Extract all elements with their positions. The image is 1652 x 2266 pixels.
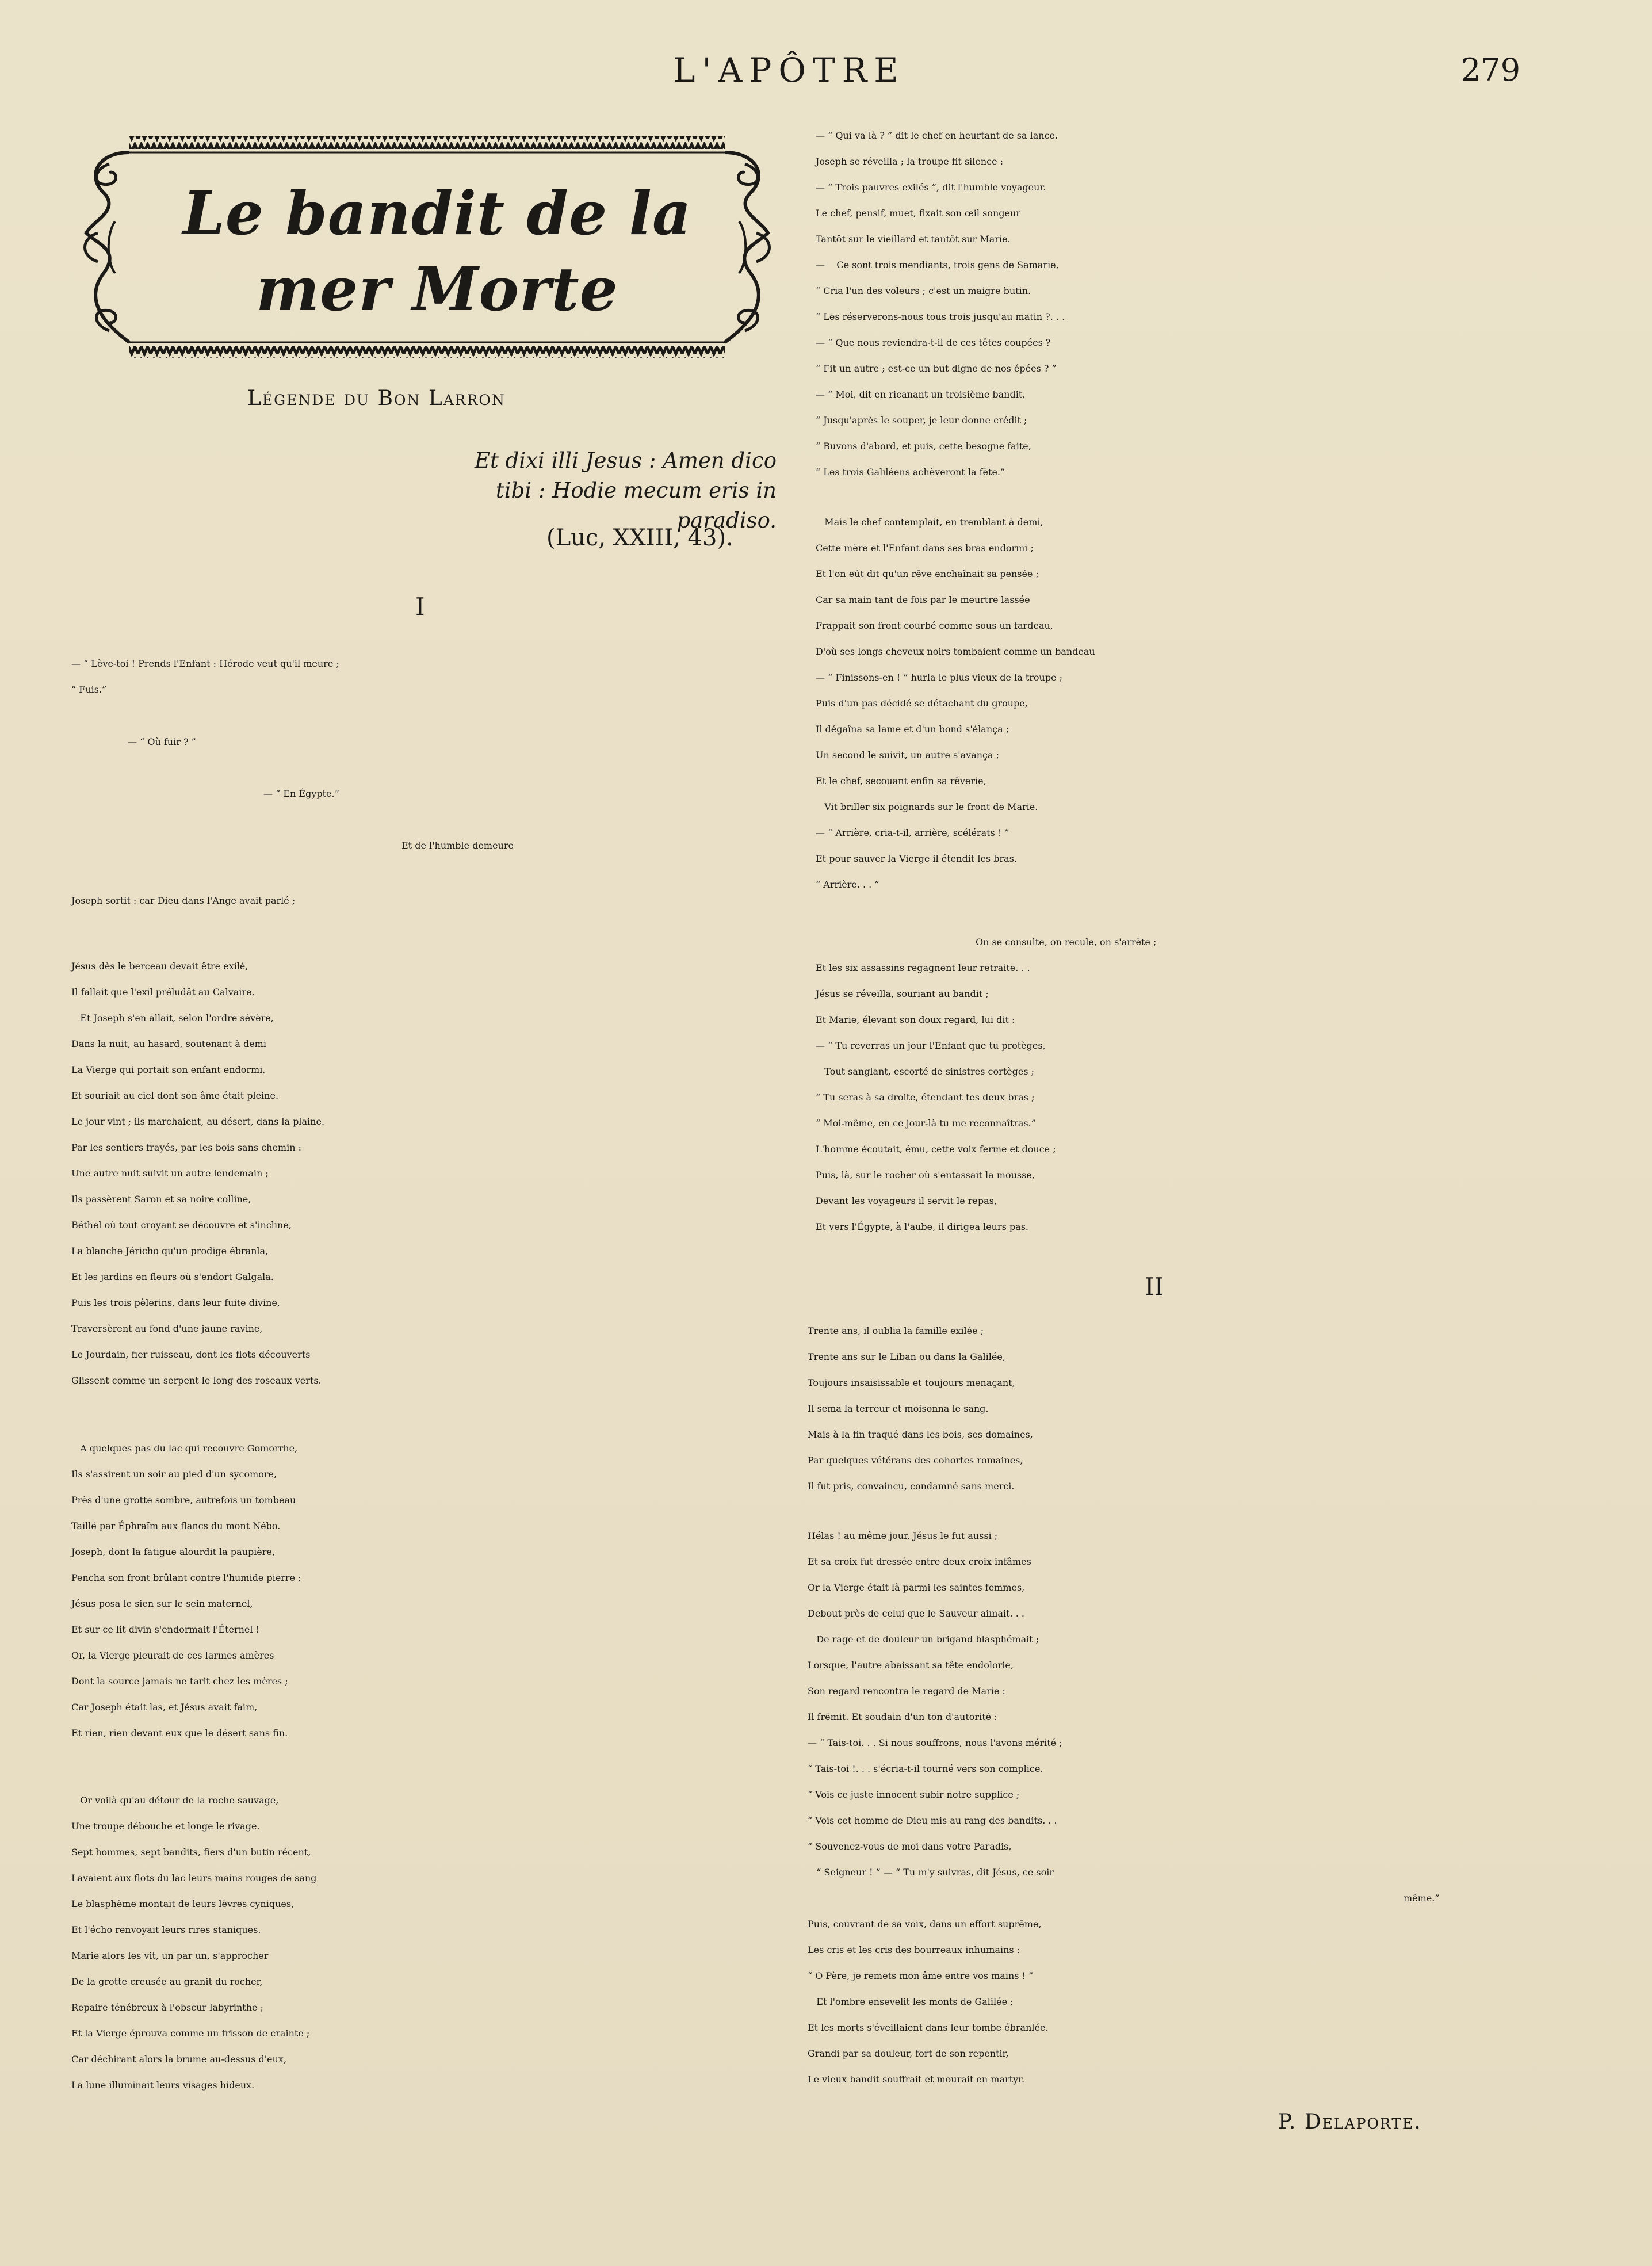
retreat-first-line	[976, 937, 1156, 962]
dialogue-joseph	[71, 895, 295, 921]
verse-line: Repaire ténébreux à l'obscur labyrinthe ;	[71, 2002, 263, 2013]
verse-line: Un second le suivit, un autre s'avança ;	[816, 750, 1000, 761]
verse-line: A quelques pas du lac qui recouvre Gomorrhe,	[71, 1443, 298, 1454]
verse-line: Et les jardins en fleurs où s'endort Galgala.	[71, 1271, 274, 1282]
verse-line: Mais à la fin traqué dans les bois, ses domaines,	[808, 1429, 1033, 1440]
stanza-cross	[808, 1530, 1062, 1893]
verse-line: — “ En Égypte.”	[263, 788, 339, 799]
author-signature: P. Delaporte.	[1278, 2110, 1422, 2134]
stanza-flight	[71, 961, 324, 1401]
verse-line: On se consulte, on recule, on s'arrête ;	[976, 937, 1157, 947]
epigraph-line-2: tibi : Hodie mecum eris in paradiso.	[495, 478, 777, 533]
verse-line: Joseph, dont la fatigue alourdit la paupière,	[71, 1546, 275, 1557]
verse-line: Et la Vierge éprouva comme un frisson de crainte ;	[71, 2028, 310, 2039]
verse-line: Par quelques vétérans des cohortes romaines,	[808, 1455, 1023, 1466]
verse-line: Traversèrent au fond d'une jaune ravine,	[71, 1323, 263, 1334]
verse-line: Toujours insaisissable et toujours menaçant,	[808, 1377, 1015, 1388]
verse-line: Or, la Vierge pleurait de ces larmes amères	[71, 1650, 274, 1661]
verse-line: Lavaient aux flots du lac leurs mains rouges de sang	[71, 1873, 317, 1883]
verse-line: Le Jourdain, fier ruisseau, dont les flots découverts	[71, 1349, 311, 1360]
stanza-chief	[816, 517, 1095, 905]
verse-line: Et Marie, élevant son doux regard, lui dit :	[816, 1014, 1015, 1025]
verse-line: — “ Tais-toi. . . Si nous souffrons, nous l'avons mérité ;	[808, 1737, 1062, 1748]
verse-line: Il sema la terreur et moisonna le sang.	[808, 1403, 989, 1414]
dialogue-egypt	[263, 788, 339, 814]
verse-line: Debout près de celui que le Sauveur aimait. . .	[808, 1608, 1024, 1619]
poem-title	[161, 175, 713, 327]
title-cartouche	[75, 129, 779, 365]
verse-line: Jésus dès le berceau devait être exilé,	[71, 961, 248, 972]
verse-line: — “ Où fuir ? ”	[128, 736, 196, 747]
verse-line: Une troupe débouche et longe le rivage.	[71, 1821, 260, 1832]
verse-line: Et rien, rien devant eux que le désert sans fin.	[71, 1728, 288, 1738]
stanza-retreat	[816, 962, 1056, 1247]
verse-line: — “ Que nous reviendra-t-il de ces têtes coupées ?	[816, 337, 1051, 348]
verse-line: Puis, là, sur le rocher où s'entassait la mousse,	[816, 1170, 1035, 1180]
verse-line: Tantôt sur le vieillard et tantôt sur Marie.	[816, 234, 1011, 244]
verse-line: “ Fuis.”	[71, 684, 107, 695]
verse-line: “ Jusqu'après le souper, je leur donne crédit ;	[816, 415, 1027, 426]
verse-line: “ Moi-même, en ce jour-là tu me reconnaîtras.”	[816, 1118, 1036, 1129]
epigraph-line-1: Et dixi illi Jesus : Amen dico	[474, 448, 777, 473]
verse-line: Lorsque, l'autre abaissant sa tête endolorie,	[808, 1660, 1014, 1671]
verse-line: “ Vois ce juste innocent subir notre supplice ;	[808, 1789, 1020, 1800]
stanza-challenge	[816, 130, 1065, 492]
verse-line: Jésus posa le sien sur le sein maternel,	[71, 1598, 253, 1609]
verse-line: Et l'on eût dit qu'un rêve enchaînait sa pensée ;	[816, 568, 1039, 579]
verse-line: Car Joseph était las, et Jésus avait faim,	[71, 1702, 258, 1713]
verse-line: — “ Trois pauvres exilés ”, dit l'humble voyageur.	[816, 182, 1046, 193]
verse-line: “ Vois cet homme de Dieu mis au rang des bandits. . .	[808, 1815, 1057, 1826]
verse-line: Devant les voyageurs il servit le repas,	[816, 1195, 997, 1206]
verse-line: Et souriait au ciel dont son âme était pleine.	[71, 1090, 279, 1101]
verse-line: Il fut pris, convaincu, condamné sans merci.	[808, 1481, 1015, 1492]
verse-line: Les cris et les cris des bourreaux inhumains :	[808, 1944, 1020, 1955]
verse-line: Et l'ombre ensevelit les monts de Galilée ;	[808, 1996, 1014, 2007]
verse-line: Et le chef, secouant enfin sa rêverie,	[816, 775, 986, 786]
verse-line: Par les sentiers frayés, par les bois sans chemin :	[71, 1142, 301, 1153]
poem-title-line-2: mer Morte	[256, 254, 618, 324]
stanza-dialogue-open	[71, 658, 339, 710]
verse-line: Frappait son front courbé comme sous un fardeau,	[816, 620, 1053, 631]
verse-line: Dont la source jamais ne tarit chez les mères ;	[71, 1676, 288, 1687]
verse-line: La Vierge qui portait son enfant endormi,	[71, 1064, 266, 1075]
verse-line: Joseph sortit : car Dieu dans l'Ange avait parlé ;	[71, 895, 296, 906]
verse-line: Tout sanglant, escorté de sinistres cortèges ;	[816, 1066, 1035, 1077]
verse-line: Et de l'humble demeure	[401, 840, 514, 851]
verse-line: Or voilà qu'au détour de la roche sauvage,	[71, 1795, 279, 1806]
epigraph-citation: (Luc, XXIII, 43).	[546, 525, 733, 551]
verse-line: Vit briller six poignards sur le front de Marie.	[816, 801, 1038, 812]
verse-line: Sept hommes, sept bandits, fiers d'un butin récent,	[71, 1847, 311, 1858]
verse-line: Près d'une grotte sombre, autrefois un tombeau	[71, 1495, 296, 1505]
verse-line: “ Arrière. . . ”	[816, 879, 879, 890]
section-number-2: II	[1145, 1273, 1164, 1301]
verse-line: La blanche Jéricho qu'un prodige ébranla,	[71, 1245, 269, 1256]
verse-line: Mais le chef contemplait, en tremblant à demi,	[816, 517, 1043, 528]
verse-line: Pencha son front brûlant contre l'humide pierre ;	[71, 1572, 301, 1583]
verse-line: même.”	[1404, 1893, 1440, 1904]
stanza-death	[808, 1919, 1049, 2100]
verse-line: — “ Lève-toi ! Prends l'Enfant : Hérode veut qu'il meure ;	[71, 658, 339, 669]
stanza-bandits	[71, 1795, 316, 2105]
verse-line: Car déchirant alors la brume au-dessus d'eux,	[71, 2054, 287, 2065]
verse-line: L'homme écoutait, ému, cette voix ferme et douce ;	[816, 1144, 1056, 1155]
verse-line: Jésus se réveilla, souriant au bandit ;	[816, 988, 989, 999]
verse-line: Une autre nuit suivit un autre lendemain ;	[71, 1168, 269, 1179]
verse-line: Glissent comme un serpent le long des roseaux verts.	[71, 1375, 322, 1386]
verse-line: “ Les réserverons-nous tous trois jusqu'au matin ?. . .	[816, 311, 1065, 322]
verse-line: Hélas ! au même jour, Jésus le fut aussi ;	[808, 1530, 998, 1541]
verse-line: “ Cria l'un des voleurs ; c'est un maigre butin.	[816, 285, 1031, 296]
verse-line: Dans la nuit, au hasard, soutenant à demi	[71, 1038, 266, 1049]
verse-line: “ O Père, je remets mon âme entre vos mains ! ”	[808, 1970, 1034, 1981]
verse-line: — “ Finissons-en ! ” hurla le plus vieux de la troupe ;	[816, 672, 1063, 683]
verse-line: “ Seigneur ! ” — “ Tu m'y suivras, dit Jésus, ce soir	[808, 1867, 1054, 1878]
verse-line: Puis d'un pas décidé se détachant du groupe,	[816, 698, 1028, 709]
verse-line: Ils s'assirent un soir au pied d'un sycomore,	[71, 1469, 277, 1480]
verse-line: Il dégaîna sa lame et d'un bond s'élança ;	[816, 724, 1009, 735]
verse-line: D'où ses longs cheveux noirs tombaient comme un bandeau	[816, 646, 1095, 657]
verse-line: Et vers l'Égypte, à l'aube, il dirigea leurs pas.	[816, 1221, 1028, 1232]
verse-line: Puis les trois pèlerins, dans leur fuite divine,	[71, 1297, 280, 1308]
dialogue-where	[128, 736, 196, 762]
verse-line: Béthel où tout croyant se découvre et s'incline,	[71, 1220, 292, 1231]
verse-line: — “ Tu reverras un jour l'Enfant que tu protèges,	[816, 1040, 1046, 1051]
verse-line: De rage et de douleur un brigand blasphémait ;	[808, 1634, 1039, 1645]
running-title: L'APÔTRE	[673, 51, 905, 90]
verse-line: Son regard rencontra le regard de Marie :	[808, 1686, 1005, 1696]
verse-line: De la grotte creusée au granit du rocher,	[71, 1976, 263, 1987]
verse-line: Joseph se réveilla ; la troupe fit silence :	[816, 156, 1004, 167]
verse-line: — Ce sont trois mendiants, trois gens de Samarie,	[816, 259, 1059, 270]
verse-line: Et pour sauver la Vierge il étendit les bras.	[816, 853, 1017, 864]
verse-line: Marie alors les vit, un par un, s'approcher	[71, 1950, 269, 1961]
verse-line: Et Joseph s'en allait, selon l'ordre sévère,	[71, 1012, 274, 1023]
verse-line: “ Les trois Galiléens achèveront la fête.”	[816, 467, 1005, 477]
verse-line: — “ Qui va là ? ” dit le chef en heurtant de sa lance.	[816, 130, 1058, 141]
verse-line: “ Buvons d'abord, et puis, cette besogne faite,	[816, 441, 1031, 452]
stanza-thirty	[808, 1325, 1033, 1507]
verse-line: Il fallait que l'exil préludât au Calvaire.	[71, 987, 255, 998]
verse-line: “ Tu seras à sa droite, étendant tes deux bras ;	[816, 1092, 1035, 1103]
verse-line: Le blasphème montait de leurs lèvres cyniques,	[71, 1898, 295, 1909]
verse-line: Et les six assassins regagnent leur retraite. . .	[816, 962, 1030, 973]
verse-line: Et sa croix fut dressée entre deux croix infâmes	[808, 1556, 1031, 1567]
cross-end-line	[1404, 1893, 1440, 1919]
page-number: 279	[1461, 52, 1521, 88]
verse-line: Car sa main tant de fois par le meurtre lassée	[816, 594, 1030, 605]
verse-line: Le vieux bandit souffrait et mourait en martyr.	[808, 2074, 1025, 2085]
verse-line: “ Fit un autre ; est-ce un but digne de nos épées ? ”	[816, 363, 1057, 374]
epigraph	[414, 446, 777, 536]
verse-line: “ Tais-toi !. . . s'écria-t-il tourné vers son complice.	[808, 1763, 1043, 1774]
verse-line: Trente ans sur le Liban ou dans la Galilée,	[808, 1351, 1005, 1362]
verse-line: Et l'écho renvoyait leurs rires staniques.	[71, 1924, 261, 1935]
verse-line: Cette mère et l'Enfant dans ses bras endormi ;	[816, 542, 1034, 553]
verse-line: “ Souvenez-vous de moi dans votre Paradis,	[808, 1841, 1012, 1852]
section-number-1: I	[415, 593, 425, 621]
stanza-gomorrah	[71, 1443, 301, 1753]
poem-title-line-1: Le bandit de la	[182, 178, 692, 249]
verse-line: Ils passèrent Saron et sa noire colline,	[71, 1194, 251, 1205]
verse-line: Le jour vint ; ils marchaient, au désert, dans la plaine.	[71, 1116, 325, 1127]
verse-line: Et les morts s'éveillaient dans leur tombe ébranlée.	[808, 2022, 1049, 2033]
verse-line: Il frémit. Et soudain d'un ton d'autorité :	[808, 1711, 997, 1722]
verse-line: Le chef, pensif, muet, fixait son œil songeur	[816, 208, 1020, 219]
verse-line: Trente ans, il oublia la famille exilée ;	[808, 1325, 984, 1336]
verse-line: Or la Vierge était là parmi les saintes femmes,	[808, 1582, 1025, 1593]
verse-line: Grandi par sa douleur, fort de son repentir,	[808, 2048, 1009, 2059]
verse-line: — “ Moi, dit en ricanant un troisième bandit,	[816, 389, 1026, 400]
dialogue-home	[401, 840, 514, 866]
verse-line: La lune illuminait leurs visages hideux.	[71, 2080, 255, 2091]
poem-subtitle: Légende du Bon Larron	[247, 387, 506, 410]
verse-line: Puis, couvrant de sa voix, dans un effort suprême,	[808, 1919, 1042, 1929]
verse-line: Taillé par Éphraïm aux flancs du mont Nébo.	[71, 1520, 281, 1531]
verse-line: — “ Arrière, cria-t-il, arrière, scélérats ! ”	[816, 827, 1009, 838]
verse-line: Et sur ce lit divin s'endormait l'Éternel !	[71, 1624, 260, 1635]
